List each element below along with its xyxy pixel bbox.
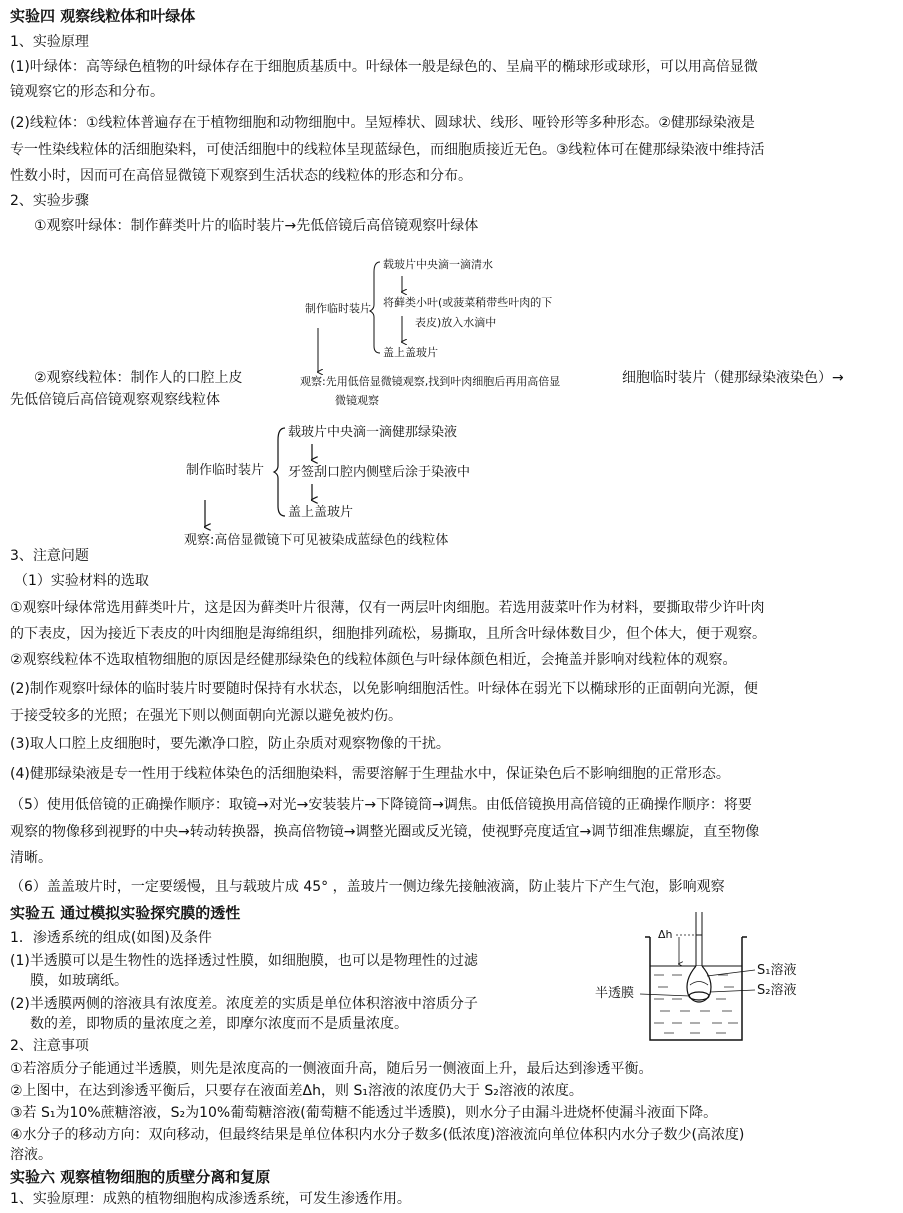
exp4-note-2b: 于接受较多的光照；在强光下则以侧面朝向光源以避免被灼伤。 <box>10 708 402 724</box>
fc1-item-3: 盖上盖玻片 <box>383 346 438 359</box>
exp4-note-5c: 清晰。 <box>10 850 52 866</box>
exp5-section-system: 1．渗透系统的组成(如图)及条件 <box>10 930 212 946</box>
exp5-note-4: ④水分子的移动方向：双向移动，但最终结果是单位体积内水分子数多(低浓度)溶液流向单位体积内水分子数少(高浓度) <box>10 1127 745 1143</box>
exp5-note-4b: 溶液。 <box>10 1147 52 1163</box>
exp4-chloroplast-text: (1)叶绿体：高等绿色植物的叶绿体存在于细胞质基质中。叶绿体一般是绿色的、呈扁平的椭球形或球形，可以用高倍显微 <box>10 59 758 75</box>
exp4-section-steps: 2、实验步骤 <box>10 193 89 209</box>
exp4-step2: ②观察线粒体：制作人的口腔上皮 <box>34 370 243 386</box>
exp4-note-4: (4)健那绿染液是专一性用于线粒体染色的活细胞染料，需要溶解于生理盐水中，保证染色后不影响细胞的正常形态。 <box>10 766 730 782</box>
fc1-item-1: 载玻片中央滴一滴清水 <box>383 258 493 271</box>
exp4-step2-right: 细胞临时装片（健那绿染液染色）→ <box>622 370 844 386</box>
fc2-item-2: 牙签刮口腔内侧壁后涂于染液中 <box>288 465 471 480</box>
fig-delta-h: Δh <box>658 928 673 941</box>
fc2-label: 制作临时装片 <box>186 463 265 478</box>
exp6-title: 实验六 观察植物细胞的质壁分离和复原 <box>10 1168 271 1186</box>
exp4-note-5: （5）使用低倍镜的正确操作顺序：取镜→对光→安装装片→下降镜筒→调焦。由低倍镜换用高倍镜的正确操作顺序：将要 <box>10 797 752 813</box>
exp6-principle: 1、实验原理：成熟的植物细胞构成渗透系统，可发生渗透作用。 <box>10 1191 411 1207</box>
exp4-mito-text-3: 性数小时，因而可在高倍显微镜下观察到生活状态的线粒体的形态和分布。 <box>10 168 472 184</box>
exp5-note-1: ①若溶质分子能通过半透膜，则先是浓度高的一侧液面升高，随后另一侧液面上升，最后达到渗透平衡。 <box>10 1061 653 1077</box>
exp5-note-2: ②上图中，在达到渗透平衡后，只要存在液面差Δh，则 S₁溶液的浓度仍大于 S₂溶液的浓度。 <box>10 1083 583 1099</box>
exp5-cond-2: (2)半透膜两侧的溶液具有浓度差。浓度差的实质是单位体积溶液中溶质分子 <box>10 996 478 1012</box>
fig-s1-label: S₁溶液 <box>757 963 797 978</box>
exp5-cond-2b: 数的差，即物质的量浓度之差，即摩尔浓度而不是质量浓度。 <box>30 1016 408 1032</box>
exp4-note-2: (2)制作观察叶绿体的临时装片时要随时保持有水状态，以免影响细胞活性。叶绿体在弱光下以椭球形的正面朝向光源，便 <box>10 681 758 697</box>
exp5-section-notes: 2、注意事项 <box>10 1038 89 1054</box>
fc1-observe: 观察:先用低倍显微镜观察,找到叶肉细胞后再用高倍显 <box>300 375 561 388</box>
fc2-item-3: 盖上盖玻片 <box>288 505 354 520</box>
exp4-note-1: （1）实验材料的选取 <box>14 573 149 589</box>
exp5-cond-1b: 膜，如玻璃纸。 <box>30 973 128 989</box>
exp4-note-5b: 观察的物像移到视野的中央→转动转换器，换高倍物镜→调整光圈或反光镜，使视野亮度适宜→调节细准焦螺旋，直至物像 <box>10 824 760 840</box>
fc1-item-2: 将藓类小叶(或菠菜稍带些叶肉的下 <box>383 296 553 309</box>
fig-membrane-label: 半透膜 <box>595 986 635 1001</box>
exp4-step2-line2: 先低倍镜后高倍镜观察观察线粒体 <box>10 392 220 408</box>
fc1-item-2b: 表皮)放入水滴中 <box>415 316 497 329</box>
fc1-label: 制作临时装片 <box>305 302 371 315</box>
exp4-title: 实验四 观察线粒体和叶绿体 <box>10 7 196 25</box>
fc2-observe: 观察:高倍显微镜下可见被染成蓝绿色的线粒体 <box>184 533 449 548</box>
exp5-cond-1: (1)半透膜可以是生物性的选择透过性膜，如细胞膜，也可以是物理性的过滤 <box>10 953 478 969</box>
exp4-note-1a-2: 的下表皮，因为接近下表皮的叶肉细胞是海绵组织，细胞排列疏松，易撕取，且所含叶绿体数目少，但个体大，便于观察。 <box>10 626 766 642</box>
exp4-note-3: (3)取人口腔上皮细胞时，要先漱净口腔，防止杂质对观察物像的干扰。 <box>10 736 450 752</box>
exp4-note-1a: ①观察叶绿体常选用藓类叶片，这是因为藓类叶片很薄，仅有一两层叶肉细胞。若选用菠菜叶作为材料，要撕取带少许叶肉 <box>10 600 765 616</box>
exp4-note-6: （6）盖盖玻片时，一定要缓慢，且与载玻片成 45° ，盖玻片一侧边缘先接触液滴，防止装片下产生气泡，影响观察 <box>10 879 725 895</box>
exp5-note-3: ③若 S₁为10%蔗糖溶液，S₂为10%葡萄糖溶液(葡萄糖不能透过半透膜)，则水分子由漏斗进烧杯使漏斗液面下降。 <box>10 1105 718 1121</box>
exp4-mito-text: (2)线粒体：①线粒体普遍存在于植物细胞和动物细胞中。呈短棒状、圆球状、线形、哑铃形等多种形态。②健那绿染液是 <box>10 115 755 131</box>
exp4-step1: ①观察叶绿体：制作藓类叶片的临时装片→先低倍镜后高倍镜观察叶绿体 <box>34 218 479 234</box>
exp5-title: 实验五 通过模拟实验探究膜的透性 <box>10 904 241 922</box>
fc2-item-1: 载玻片中央滴一滴健那绿染液 <box>288 425 458 440</box>
exp4-section-notes: 3、注意问题 <box>10 548 89 564</box>
fc1-observe-2: 微镜观察 <box>335 394 379 407</box>
exp4-mito-text-2: 专一性染线粒体的活细胞染料，可使活细胞中的线粒体呈现蓝绿色，而细胞质接近无色。③线粒体可在健那绿染液中维持活 <box>10 142 765 158</box>
exp4-note-1b: ②观察线粒体不选取植物细胞的原因是经健那绿染色的线粒体颜色与叶绿体颜色相近，会掩盖并影响对线粒体的观察。 <box>10 652 737 668</box>
exp4-section-principle: 1、实验原理 <box>10 34 89 50</box>
fig-s2-label: S₂溶液 <box>757 983 797 998</box>
exp4-chloroplast-text-2: 镜观察它的形态和分布。 <box>10 84 164 100</box>
